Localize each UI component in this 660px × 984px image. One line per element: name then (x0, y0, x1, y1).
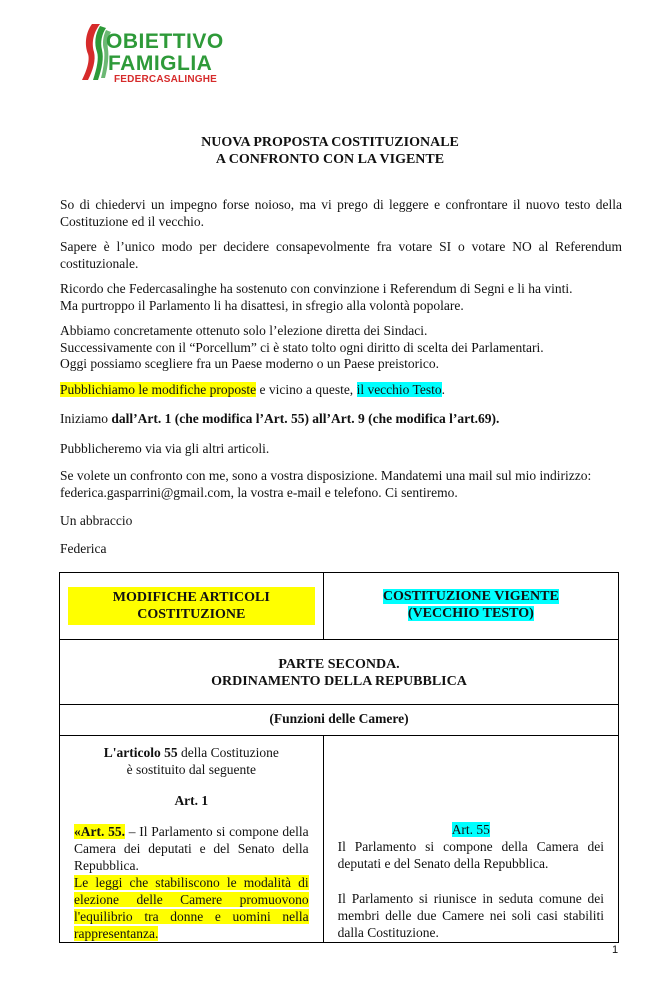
section-title: (Funzioni delle Camere) (269, 711, 409, 726)
start-text: Iniziamo (60, 411, 112, 426)
left-header-box (68, 587, 315, 625)
left-art55-text (74, 823, 309, 874)
right-art55-p1: Il Parlamento si compone della Camera dei deputati e del Senato della Repubblica. (337, 839, 604, 871)
right-article-number: Art. 55 (451, 822, 490, 837)
page-number: 1 (612, 944, 619, 956)
left-art55-label: «Art. 55. (74, 824, 125, 839)
paragraph-contact-1: Se volete un confronto con me, sono a vostra disposizione. Mandatemi una mail sul mio indirizzo: (60, 468, 592, 483)
left-intro-rest: della Costituzione (177, 745, 279, 760)
section-cell (60, 705, 619, 736)
paragraph-next-articles: Pubblicheremo via via gli altri articoli. (60, 441, 270, 456)
highlight-vecchio-testo: il vecchio Testo (356, 382, 442, 397)
comparison-table (59, 572, 619, 943)
left-intro-bold: L'articolo 55 (103, 745, 178, 760)
paragraph-greeting: Un abbraccio (60, 513, 133, 528)
paragraph-contact-2: federica.gasparrini@gmail.com, la vostra e-mail e telefono. Ci sentiremo. (60, 485, 458, 500)
left-intro-line-1 (74, 744, 309, 761)
paragraph-referendum-2: Ma purtroppo il Parlamento li ha disattesi, in sfregio alla volontà popolare. (60, 298, 464, 313)
document-title-line-2: A CONFRONTO CON LA VIGENTE (215, 152, 445, 167)
paragraph-publish (60, 381, 622, 398)
right-header-line-1: COSTITUZIONE VIGENTE (382, 589, 559, 604)
paragraph-intro: So di chiedervi un impegno forse noioso, ma vi prego di leggere e confrontare il nuovo testo della Costituzione ed il vecchio. (60, 197, 622, 229)
right-header-cell (323, 573, 618, 640)
left-new-text (74, 874, 309, 942)
table-part-row (60, 640, 619, 705)
part-cell (60, 640, 619, 705)
paragraph-referendum-1: Ricordo che Federcasalinghe ha sostenuto con convinzione i Referendum di Segni e li ha vinti. (60, 281, 573, 296)
paragraph-start (60, 410, 622, 427)
left-art55-rest: – Il Parlamento si compone della Camera dei deputati e del Senato della Repubblica. (74, 824, 309, 873)
right-article-cell (323, 736, 618, 943)
left-header-cell (60, 573, 324, 640)
start-articles-bold: dall’Art. 1 (che modifica l’Art. 55) all’Art. 9 (che modifica l’art.69). (111, 411, 500, 426)
paragraph-knowledge: Sapere è l’unico modo per decidere consapevolmente fra votare SI o votare NO al Referendum costituzionale. (60, 239, 622, 271)
logo-line-3: FEDERCASALINGHE (114, 74, 218, 85)
paragraph-porcellum: Successivamente con il “Porcellum” ci è stato tolto ogni diritto di scelta dei Parlamentari. (60, 340, 544, 355)
paragraph-signature: Federica (60, 541, 107, 556)
publish-middle-text: e vicino a queste, (256, 382, 357, 397)
left-header-line-1: MODIFICHE ARTICOLI (112, 590, 270, 605)
logo-line-2: FAMIGLIA (108, 52, 213, 75)
table-header-row (60, 573, 619, 640)
left-article-number: Art. 1 (174, 793, 209, 808)
left-new-text-highlight: Le leggi che stabiliscono le modalità di elezione delle Camere promuovono l'equilibrio tra donne e uomini nella rappresentanza. (74, 875, 309, 941)
left-header-line-2: COSTITUZIONE (137, 607, 246, 622)
part-title-line-2: ORDINAMENTO DELLA REPUBBLICA (211, 674, 467, 689)
right-header-line-2: (VECCHIO TESTO) (407, 606, 534, 621)
publish-end-text: . (441, 382, 445, 397)
highlight-modifiche: Pubblichiamo le modifiche proposte (60, 382, 257, 397)
logo-line-1: OBIETTIVO (106, 30, 224, 53)
left-intro-line-2: è sostituito dal seguente (126, 762, 256, 777)
left-article-cell (60, 736, 324, 943)
federcasalinghe-logo (78, 22, 228, 84)
part-title-line-1: PARTE SECONDA. (278, 657, 400, 672)
table-section-row (60, 705, 619, 736)
paragraph-sindaci: Abbiamo concretamente ottenuto solo l’elezione diretta dei Sindaci. (60, 323, 428, 338)
table-article-row (60, 736, 619, 943)
paragraph-choice: Oggi possiamo scegliere fra un Paese moderno o un Paese preistorico. (60, 356, 440, 371)
right-art55-p2: Il Parlamento si riunisce in seduta comune dei membri delle due Camere nei soli casi stabiliti dalla Costituzione. (337, 891, 604, 940)
document-title-line-1: NUOVA PROPOSTA COSTITUZIONALE (201, 135, 459, 150)
